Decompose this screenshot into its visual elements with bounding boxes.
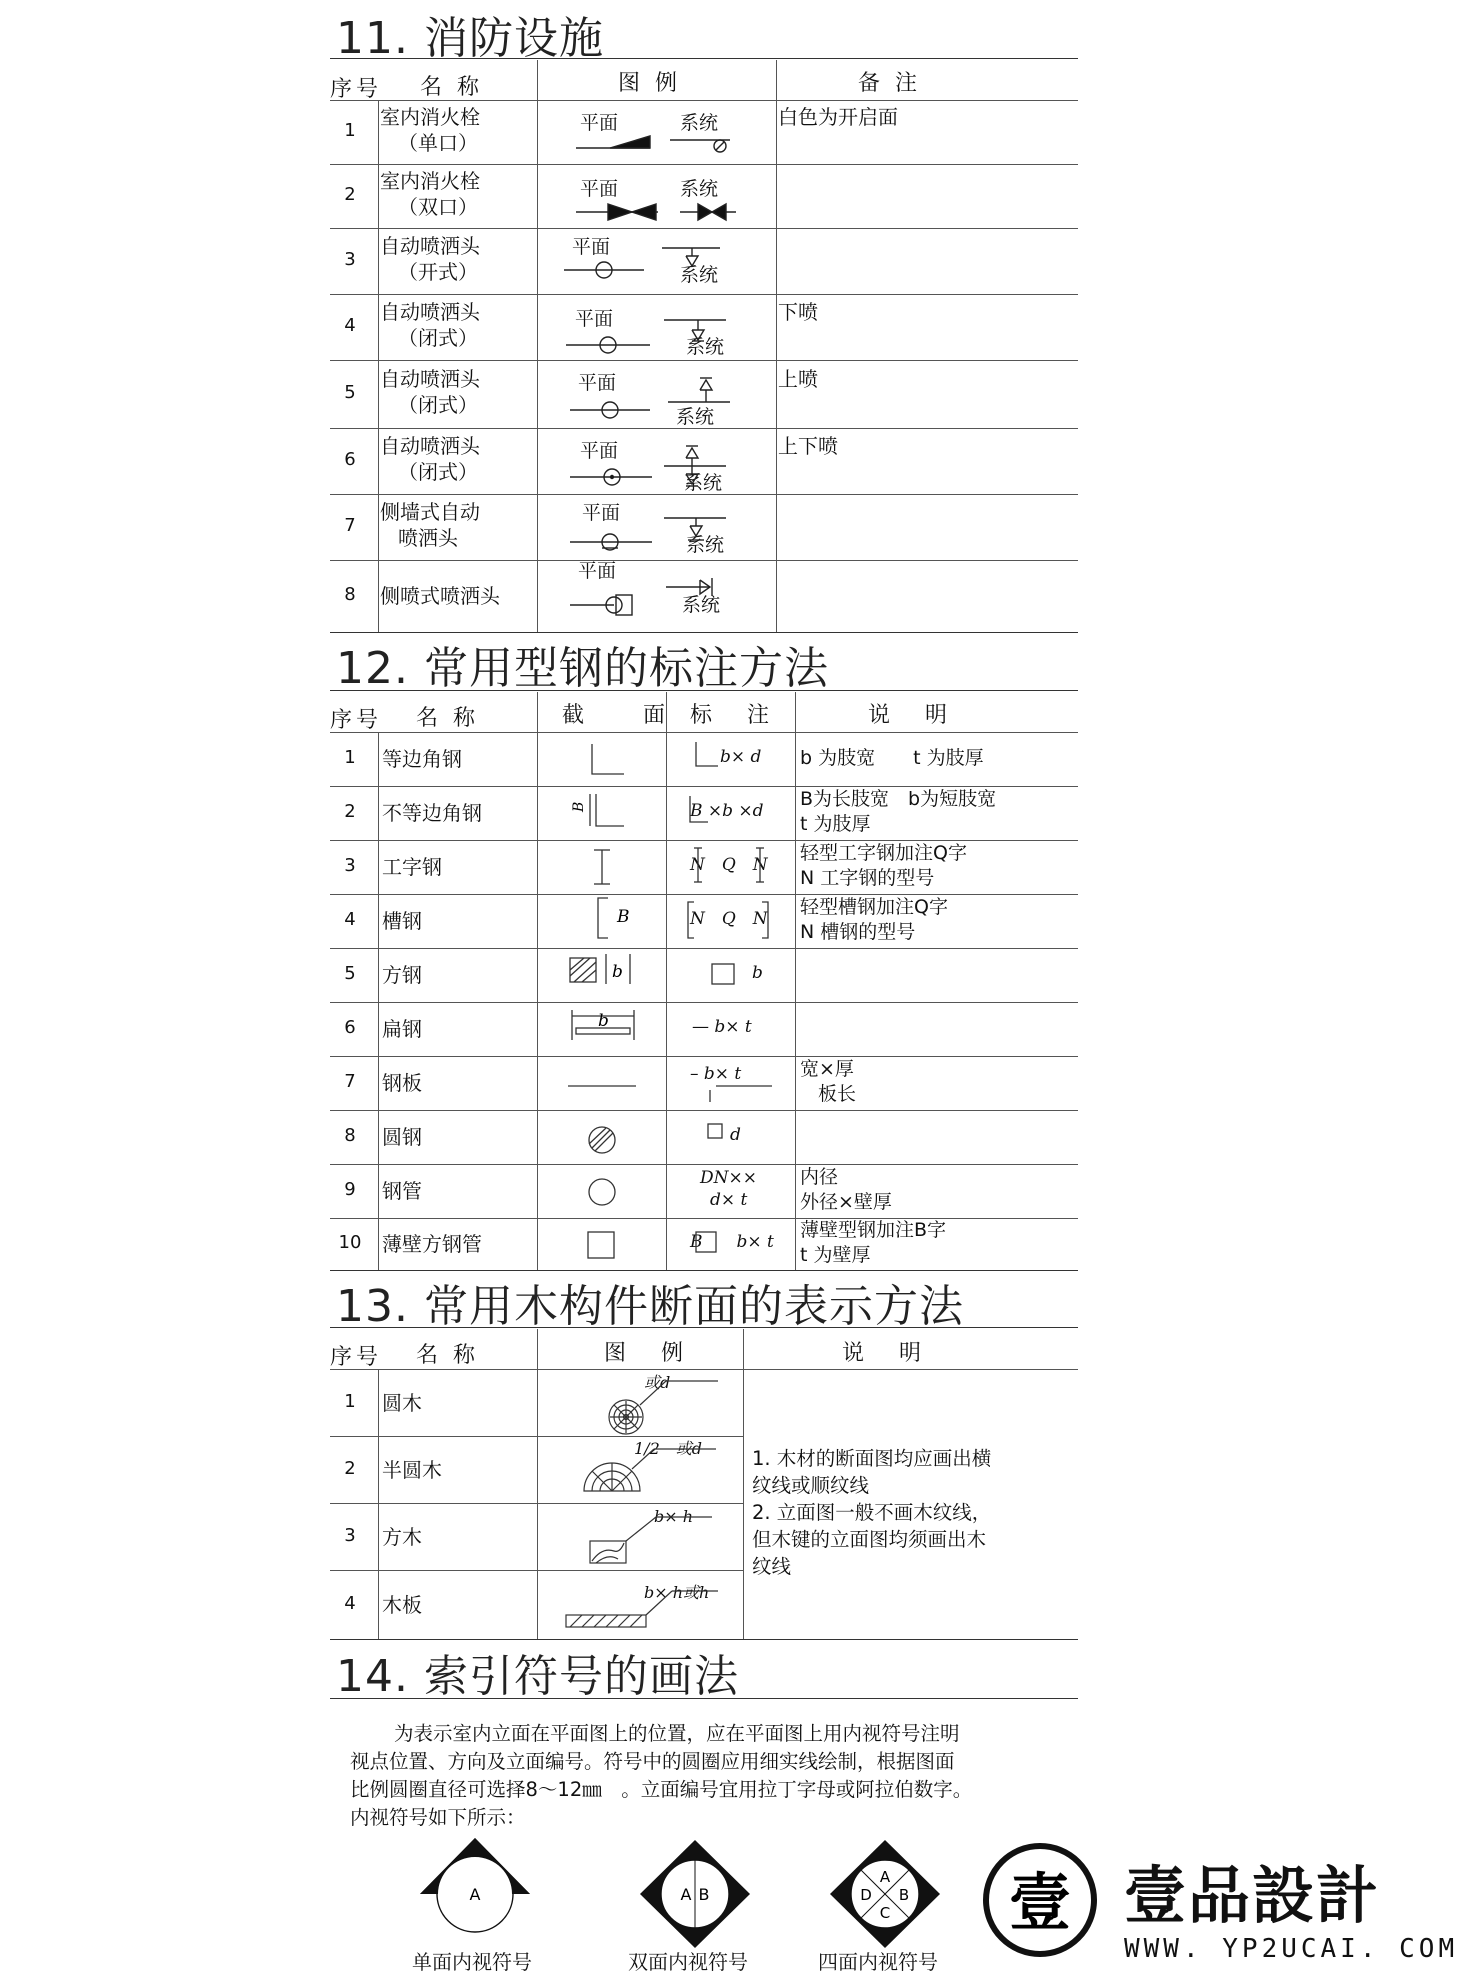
row-mark: B b× t bbox=[690, 1232, 774, 1252]
row-note: 上喷 bbox=[778, 367, 818, 391]
s13-header-legend: 图 例 bbox=[604, 1341, 697, 1366]
double-view-symbol bbox=[630, 1836, 760, 1946]
single-view-symbol bbox=[410, 1836, 540, 1946]
row-mark: d bbox=[730, 1125, 741, 1145]
row-name: 室内消火栓 bbox=[380, 105, 480, 129]
row-desc-2: t 为壁厚 bbox=[800, 1244, 871, 1266]
row-name: 自动喷洒头 bbox=[380, 434, 480, 458]
para-line: 为表示室内立面在平面图上的位置，应在平面图上用内视符号注明 bbox=[394, 1722, 960, 1745]
sym3-letter-b: B bbox=[898, 1886, 910, 1904]
desc-line: 纹线 bbox=[752, 1555, 792, 1578]
row-name: 薄壁方钢管 bbox=[382, 1232, 482, 1256]
row-mark: b× h或h bbox=[644, 1583, 710, 1602]
col-divider bbox=[537, 60, 538, 632]
row-desc: B为长肢宽 b为短肢宽 bbox=[800, 788, 997, 810]
row-desc: 轻型槽钢加注Q字 bbox=[800, 896, 948, 918]
row-mark: b bbox=[752, 963, 763, 983]
sec-b5-label: b bbox=[612, 962, 623, 982]
row-name-sub: （开式） bbox=[398, 260, 478, 284]
s11-header-legend: 图 例 bbox=[618, 71, 681, 96]
sym2-label: 双面内视符号 bbox=[628, 1950, 748, 1974]
s12-header-section: 截 面 bbox=[562, 703, 691, 728]
sec-b-label: B bbox=[571, 801, 587, 812]
row-name: 侧墙式自动 bbox=[380, 500, 480, 524]
s12-header-name: 名 称 bbox=[416, 706, 479, 731]
brand-seal-logo bbox=[980, 1840, 1100, 1960]
row-mark: N Q N bbox=[690, 855, 768, 875]
row-name-sub: （单口） bbox=[398, 131, 478, 155]
plan-label: 平面 bbox=[578, 560, 617, 582]
sym3-letter-d: D bbox=[860, 1886, 872, 1904]
s12-section-symbols bbox=[540, 732, 666, 1270]
row-rule bbox=[330, 1503, 538, 1504]
system-label: 系统 bbox=[684, 472, 723, 494]
row-desc-2: t 为肢厚 bbox=[800, 813, 871, 835]
row-mark: — b× t bbox=[692, 1017, 752, 1037]
row-number: 5 bbox=[344, 963, 356, 984]
square-steel-icon bbox=[570, 958, 596, 982]
row-name: 工字钢 bbox=[382, 855, 442, 879]
s14-paragraph bbox=[350, 1720, 1030, 1832]
sym2-letter-a: A bbox=[680, 1885, 692, 1904]
row-note: 白色为开启面 bbox=[778, 105, 898, 129]
square-timber-icon bbox=[590, 1541, 626, 1563]
desc-line: 1. 木材的断面图均应画出横 bbox=[752, 1447, 992, 1470]
row-name: 钢管 bbox=[382, 1179, 422, 1203]
row-number: 1 bbox=[344, 1390, 356, 1412]
row-desc: 薄壁型钢加注B字 bbox=[800, 1219, 947, 1241]
s13-header-no: 序号 bbox=[330, 1345, 383, 1370]
col-divider bbox=[378, 1369, 379, 1639]
row-name: 圆木 bbox=[382, 1390, 422, 1415]
row-mark-2: d× t bbox=[710, 1190, 748, 1210]
row-name-sub: 喷洒头 bbox=[398, 526, 458, 550]
system-label: 系统 bbox=[686, 336, 725, 358]
col-divider bbox=[795, 692, 796, 1270]
angle-equal-icon bbox=[592, 744, 624, 774]
row-desc: 轻型工字钢加注Q字 bbox=[800, 842, 967, 864]
row-number: 1 bbox=[344, 120, 356, 141]
row-name-sub: （闭式） bbox=[398, 326, 478, 350]
system-label: 系统 bbox=[682, 594, 721, 616]
row-desc: 宽×厚 bbox=[800, 1058, 854, 1080]
desc-line: 但木键的立面图均须画出木 bbox=[752, 1528, 987, 1551]
row-mark: b× d bbox=[720, 747, 762, 767]
wood-board-icon bbox=[566, 1615, 646, 1627]
para-line: 视点位置、方向及立面编号。符号中的圆圈应用细实线绘制，根据图面 bbox=[350, 1750, 955, 1773]
section-13-title: 13. 常用木构件断面的表示方法 bbox=[336, 1281, 964, 1332]
row-number: 3 bbox=[344, 1524, 356, 1546]
system-label: 系统 bbox=[686, 534, 725, 556]
system-label: 系统 bbox=[680, 112, 719, 134]
section-11-title: 11. 消防设施 bbox=[336, 13, 604, 64]
row-name: 自动喷洒头 bbox=[380, 234, 480, 258]
plan-label: 平面 bbox=[578, 372, 617, 394]
row-rule bbox=[330, 1570, 538, 1571]
row-desc-2: 外径×壁厚 bbox=[800, 1191, 892, 1213]
row-name: 不等边角钢 bbox=[382, 801, 482, 825]
row-desc-2: N 工字钢的型号 bbox=[800, 867, 935, 889]
row-mark: – b× t bbox=[690, 1064, 742, 1084]
col-divider bbox=[666, 692, 667, 1270]
row-number: 2 bbox=[344, 1457, 356, 1479]
row-number: 9 bbox=[344, 1179, 356, 1200]
row-number: 3 bbox=[344, 249, 356, 270]
s12-header-desc: 说 明 bbox=[868, 703, 961, 728]
row-name: 扁钢 bbox=[382, 1017, 422, 1041]
row-number: 6 bbox=[344, 449, 356, 470]
s12-header-mark: 标 注 bbox=[690, 703, 783, 728]
row-mark: b× h bbox=[654, 1507, 694, 1526]
row-name: 槽钢 bbox=[382, 909, 422, 933]
row-name-sub: （闭式） bbox=[398, 393, 478, 417]
col-divider bbox=[537, 692, 538, 1270]
sym3-letter-c: C bbox=[879, 1904, 891, 1922]
sym2-letter-b: B bbox=[698, 1885, 710, 1904]
sec-b-label: B bbox=[617, 907, 630, 927]
rule bbox=[330, 1698, 1078, 1699]
s11-header-name: 名 称 bbox=[420, 75, 483, 100]
para-line: 内视符号如下所示： bbox=[350, 1806, 526, 1829]
plan-label: 平面 bbox=[572, 236, 611, 258]
row-name: 侧喷式喷洒头 bbox=[380, 584, 500, 608]
row-number: 7 bbox=[344, 1071, 356, 1092]
row-desc: b 为肢宽 t 为肢厚 bbox=[800, 747, 984, 769]
row-desc: 内径 bbox=[800, 1166, 839, 1188]
row-number: 4 bbox=[344, 1592, 356, 1614]
sym1-label: 单面内视符号 bbox=[412, 1950, 532, 1974]
s12-mark-symbols bbox=[668, 732, 795, 1270]
row-name: 圆钢 bbox=[382, 1125, 422, 1149]
col-divider bbox=[378, 100, 379, 632]
row-number: 7 bbox=[344, 515, 356, 536]
row-name-sub: （双口） bbox=[398, 195, 478, 219]
row-mark: 1/2 或d bbox=[634, 1439, 702, 1458]
brand-name: 壹品設計 bbox=[1124, 1859, 1381, 1932]
plan-label: 平面 bbox=[580, 112, 619, 134]
row-mark: B ×b ×d bbox=[690, 801, 764, 821]
row-number: 4 bbox=[344, 315, 356, 336]
row-name-sub: （闭式） bbox=[398, 460, 478, 484]
s13-header-name: 名 称 bbox=[416, 1343, 479, 1368]
row-name: 方木 bbox=[382, 1524, 422, 1549]
row-desc-2: 板长 bbox=[818, 1083, 857, 1105]
s11-header-no: 序号 bbox=[330, 77, 383, 102]
s13-header-desc: 说 明 bbox=[842, 1341, 935, 1366]
row-mark: DN×× bbox=[700, 1168, 757, 1188]
row-note: 上下喷 bbox=[778, 434, 838, 458]
section-14-title: 14. 索引符号的画法 bbox=[336, 1651, 739, 1702]
row-name: 室内消火栓 bbox=[380, 169, 480, 193]
hydrant-double-icon bbox=[608, 204, 632, 220]
s12-header-no: 序号 bbox=[330, 708, 383, 733]
row-name: 钢板 bbox=[382, 1071, 422, 1095]
rule bbox=[330, 1327, 1078, 1328]
rule bbox=[330, 58, 1078, 59]
sym3-label: 四面内视符号 bbox=[818, 1950, 938, 1974]
row-number: 1 bbox=[344, 747, 356, 768]
row-name: 自动喷洒头 bbox=[380, 367, 480, 391]
row-name: 木板 bbox=[382, 1592, 422, 1617]
hydrant-single-icon bbox=[610, 136, 650, 148]
col-divider bbox=[743, 1329, 744, 1639]
desc-line: 纹线或顺纹线 bbox=[752, 1474, 870, 1497]
row-number: 10 bbox=[338, 1232, 362, 1253]
sec-b6-label: b bbox=[598, 1011, 609, 1031]
row-mark: N Q N bbox=[690, 909, 768, 929]
brand-url: WWW. YP2UCAI. COM bbox=[1124, 1934, 1458, 1964]
col-divider bbox=[537, 1329, 538, 1639]
row-number: 2 bbox=[344, 184, 356, 205]
angle-unequal-icon bbox=[596, 794, 624, 826]
system-label: 系统 bbox=[680, 178, 719, 200]
row-desc-2: N 槽钢的型号 bbox=[800, 921, 916, 943]
row-number: 4 bbox=[344, 909, 356, 930]
row-name: 方钢 bbox=[382, 963, 422, 987]
plan-label: 平面 bbox=[575, 308, 614, 330]
row-mark: 或d bbox=[644, 1373, 671, 1392]
col-divider bbox=[378, 732, 379, 1270]
plan-label: 平面 bbox=[582, 502, 621, 524]
channel-icon bbox=[598, 898, 608, 938]
rule bbox=[330, 690, 1078, 691]
row-note: 下喷 bbox=[778, 300, 818, 324]
section-12-title: 12. 常用型钢的标注方法 bbox=[336, 643, 829, 694]
s13-legend-symbols bbox=[540, 1369, 743, 1639]
row-name: 等边角钢 bbox=[382, 747, 462, 771]
s11-header-note: 备 注 bbox=[858, 71, 921, 96]
plan-label: 平面 bbox=[580, 440, 619, 462]
row-number: 3 bbox=[344, 855, 356, 876]
row-number: 5 bbox=[344, 382, 356, 403]
sym1-letter: A bbox=[469, 1885, 481, 1904]
para-line: 比例圆圈直径可选择8～12㎜ 。立面编号宜用拉丁字母或阿拉伯数字。 bbox=[350, 1778, 973, 1801]
s11-legend-symbols bbox=[540, 100, 776, 632]
row-number: 8 bbox=[344, 584, 356, 605]
seal-char: 壹 bbox=[1008, 1866, 1072, 1939]
row-rule bbox=[330, 1436, 538, 1437]
four-view-symbol bbox=[820, 1836, 950, 1946]
row-number: 2 bbox=[344, 801, 356, 822]
row-number: 8 bbox=[344, 1125, 356, 1146]
row-name: 自动喷洒头 bbox=[380, 300, 480, 324]
system-label: 系统 bbox=[680, 264, 719, 286]
row-name: 半圆木 bbox=[382, 1457, 442, 1482]
square-tube-icon bbox=[588, 1232, 614, 1258]
system-label: 系统 bbox=[676, 406, 715, 428]
desc-line: 2. 立面图一般不画木纹线， bbox=[752, 1501, 992, 1524]
row-number: 6 bbox=[344, 1017, 356, 1038]
col-divider bbox=[776, 60, 777, 632]
plan-label: 平面 bbox=[580, 178, 619, 200]
steel-pipe-icon bbox=[589, 1179, 615, 1205]
sym3-letter-a: A bbox=[879, 1868, 891, 1886]
